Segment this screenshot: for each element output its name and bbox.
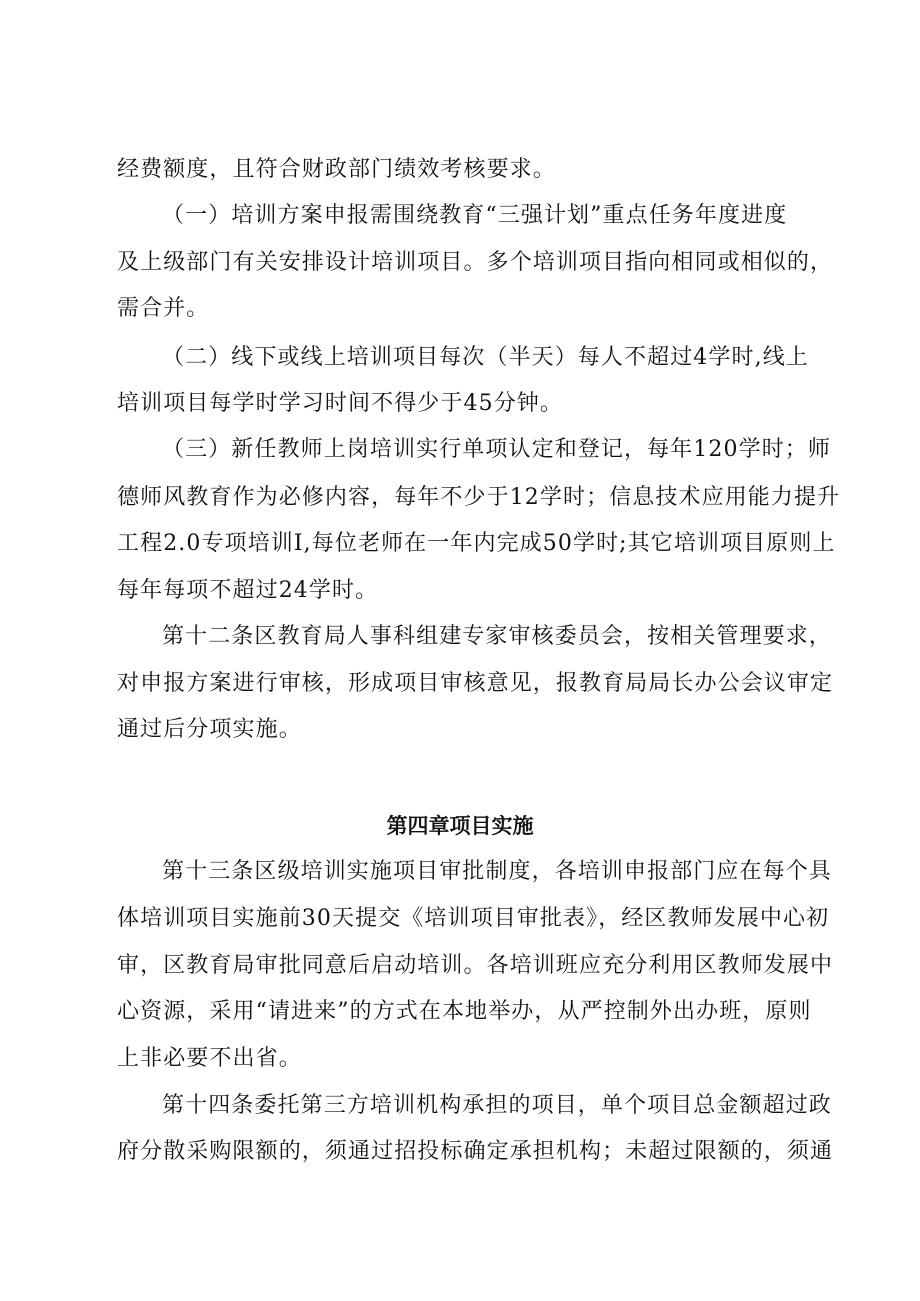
- paragraph-line: 德师风教育作为必修内容，每年不少于12学时；信息技术应用能力提升: [117, 485, 841, 510]
- paragraph-line: 培训项目每学时学习时间不得少于45分钟。: [117, 391, 563, 416]
- paragraph-line: 第十四条委托第三方培训机构承担的项目，单个项目总金额超过政: [162, 1093, 832, 1118]
- paragraph-line: 经费额度，且符合财政部门绩效考核要求。: [117, 157, 556, 182]
- paragraph-line: 对申报方案进行审核，形成项目审核意见，报教育局局长办公会议审定: [117, 671, 834, 696]
- paragraph-line: 心资源，采用“请进来”的方式在本地举办，从严控制外出办班，原则: [117, 999, 812, 1024]
- paragraph-line: 体培训项目实施前30天提交《培训项目审批表》，经区教师发展中心初: [117, 906, 830, 931]
- paragraph-line: 审，区教育局审批同意后启动培训。各培训班应充分利用区教师发展中: [117, 953, 834, 978]
- paragraph-line: 通过后分项实施。: [117, 717, 302, 742]
- paragraph-line: （一）培训方案申报需围绕教育“三强计划”重点任务年度进度: [162, 203, 788, 228]
- paragraph-line: 上非必要不出省。: [117, 1046, 302, 1071]
- paragraph-line: 府分散采购限额的，须通过招投标确定承担机构；未超过限额的，须通: [117, 1139, 834, 1164]
- paragraph-line: 每年每项不超过24学时。: [117, 578, 379, 603]
- paragraph-line: 第十三条区级培训实施项目审批制度，各培训申报部门应在每个具: [162, 859, 832, 884]
- paragraph-line: 需合并。: [117, 296, 210, 321]
- paragraph-line: 及上级部门有关安排设计培训项目。多个培训项目指向相同或相似的，: [117, 250, 834, 275]
- paragraph-line: 第十二条区教育局人事科组建专家审核委员会，按相关管理要求，: [162, 624, 832, 649]
- chapter-heading: 第四章项目实施: [386, 814, 534, 838]
- paragraph-line: 工程2.0专项培训I,每位老师在一年内完成50学时;其它培训项目原则上: [117, 531, 836, 556]
- paragraph-line: （二）线下或线上培训项目每次（半天）每人不超过4学时,线上: [162, 345, 809, 370]
- paragraph-line: （三）新任教师上岗培训实行单项认定和登记，每年120学时；师: [162, 437, 831, 462]
